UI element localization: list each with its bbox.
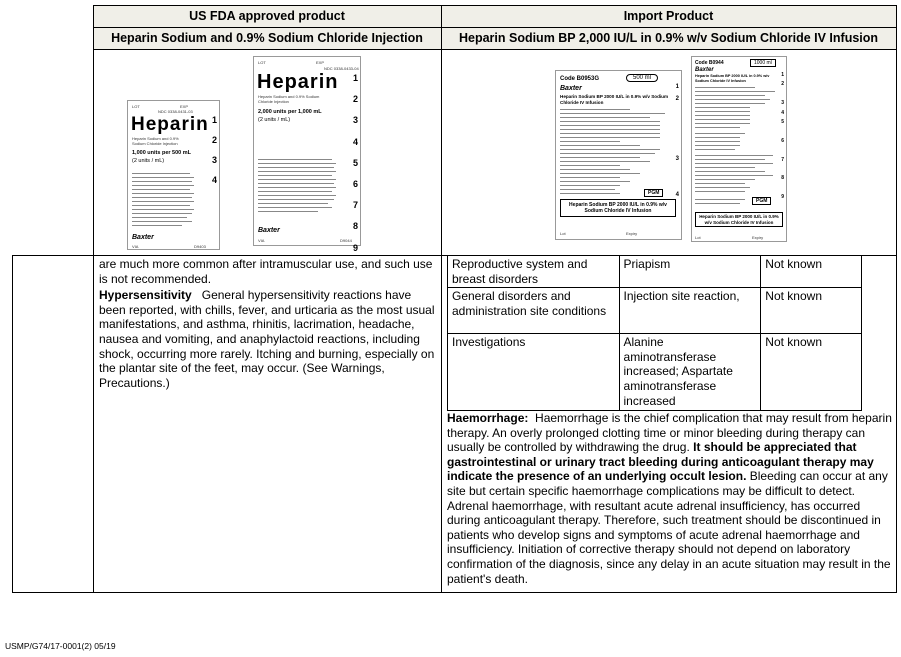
import-1000-badge: PGM [752, 197, 771, 205]
import-1000-volume: 1000 ml [750, 59, 776, 67]
us-label-1000-brand: Heparin [257, 71, 339, 93]
import-500-code: Code B0953G [560, 76, 600, 82]
us-label-500ml: LOT EXP NDC 0338-0431-03 Heparin Heparin Sodium and 0.9% Sodium Chloride Injection 1,000 units per 500 mL (2 units / mL) 1 2 3 4 Baxter VIA D9403 [127, 100, 220, 250]
us-label-1000-strength: 2,000 units per 1,000 mL [258, 109, 322, 115]
document-code: USMP/G74/17-0001(2) 05/19 [5, 641, 116, 651]
import-500-footer: Heparin Sodium BP 2000 IU/L in 0.9% w/v Sodium Chloride IV Infusion [560, 199, 676, 217]
left-subheader [93, 27, 441, 49]
us-label-1000ml: LOT EXP NDC 0338-0433-04 Heparin Heparin Sodium and 0.9% Sodium Chloride Injection 2,000 units per 1,000 mL (2 units / mL) 1 2 3 4 5 6 7 8 9 Baxter VIA D9044 [253, 56, 361, 246]
soc-cell: General disorders and administration site conditions [448, 288, 620, 334]
us-label-500-brand: Heparin [131, 114, 209, 135]
import-1000-code: Code B0944 [695, 60, 724, 66]
term-cell: Alanine aminotransferase increased; Aspartate aminotransferase increased [619, 334, 761, 411]
import-label-500ml: Code B0953G 500 ml Baxter Heparin Sodium BP 2000 IU/L in 0.9% w/v Sodium Chloride IV Infusion 1 2 3 4 PGM Heparin Sodium BP 2000 IU/L in 0.9% w/v Sodium Chloride IV Infusion Lot Expiry [555, 70, 682, 240]
haemorrhage-paragraph [447, 411, 893, 586]
table-row [448, 256, 862, 288]
import-500-title: Heparin Sodium BP 2000 IU/L in 0.9% w/v Sodium Chloride IV Infusion [560, 94, 669, 105]
hypersensitivity-paragraph [99, 288, 437, 390]
left-header-title: US FDA approved product [189, 9, 345, 23]
left-subheader-title: Heparin Sodium and 0.9% Sodium Chloride Injection [111, 31, 423, 45]
frequency-cell: Not known [761, 288, 862, 334]
us-label-500-strength: 1,000 units per 500 mL [132, 150, 191, 156]
haemorrhage-heading: Haemorrhage: [447, 411, 529, 425]
frequency-cell: Not known [761, 334, 862, 411]
us-label-1000-desc: Heparin Sodium and 0.9% Sodium Chloride Injection [258, 94, 320, 104]
soc-cell: Reproductive system and breast disorders [448, 256, 620, 288]
term-cell: Injection site reaction, [619, 288, 761, 334]
import-500-volume: 500 ml [626, 74, 658, 82]
hypersensitivity-text: General hypersensitivity reactions have been reported, with chills, fever, and urticaria as the most usual manifestations, and asthma, rhinitis, lacrimation, headache, nausea and vomiting, and anaphylactoid reactions, including shock, occurring more rarely. Itching and burning, especially on the plantar site of the feet, may occur. (See Warnings, Precautions.) [99, 288, 435, 390]
us-label-500-desc: Heparin Sodium and 0.9% Sodium Chloride Injection [132, 136, 179, 146]
haemorrhage-text-1: Haemorrhage is the chief complication that may result from heparin therapy. An overly prolonged clotting time or minor bleeding during therapy can usually be controlled by withdrawing the drug. [447, 411, 892, 455]
haemorrhage-text-2: Bleeding can occur at any site but certain specific haemorrhage complications may be difficult to detect. Adrenal haemorrhage, with resultant acute adrenal insufficiency, has occurred during anticoagulant therapy. Therefore, such treatment should be discontinued in patients who develop signs and symptoms of acute adrenal haemorrhage and insufficiency. Initiation of corrective therapy should not depend on laboratory confirmation of the diagnosis, since any delay in an acute situation may result in the patient's death. [447, 469, 891, 586]
us-label-1000-maker: Baxter [258, 227, 280, 234]
right-header [441, 5, 896, 27]
import-500-badge: PGM [644, 189, 663, 197]
import-500-maker: Baxter [560, 85, 582, 92]
right-subheader [441, 27, 896, 49]
us-label-1000-conc: (2 units / mL) [258, 117, 291, 123]
intramuscular-paragraph: are much more common after intramuscular use, and such use is not recommended. [99, 257, 433, 286]
term-cell: Priapism [619, 256, 761, 288]
adverse-reactions-table [447, 255, 862, 411]
frequency-cell: Not known [761, 256, 862, 288]
soc-cell: Investigations [448, 334, 620, 411]
left-column-text [99, 257, 437, 390]
table-row [448, 288, 862, 334]
import-label-1000ml: Code B0944 1000 ml Baxter Heparin Sodium BP 2000 IU/L in 0.9% w/v Sodium Chloride IV Infusion 1 2 3 4 5 6 7 8 9 PGM Heparin Sodium BP 2000 IU/L in 0.9% w/v Sodium Chloride IV Infusion Lot Expiry [691, 56, 787, 242]
us-label-500-maker: Baxter [132, 234, 154, 241]
hypersensitivity-heading: Hypersensitivity [99, 288, 192, 303]
us-label-500-conc: (2 units / mL) [132, 158, 165, 164]
import-1000-title: Heparin Sodium BP 2000 IU/L in 0.9% w/v Sodium Chloride IV Infusion [695, 74, 770, 83]
import-1000-maker: Baxter [695, 67, 714, 73]
haemorrhage-bold-text: It should be appreciated that gastrointestinal or urinary tract bleeding during anticoagulant therapy may indicate the presence of an underlying occult lesion. [447, 440, 874, 484]
import-1000-footer: Heparin Sodium BP 2000 IU/L in 0.9% w/v Sodium Chloride IV Infusion [695, 212, 783, 227]
table-row [448, 334, 862, 411]
right-header-title: Import Product [623, 9, 714, 23]
left-header [93, 5, 441, 27]
right-subheader-title: Heparin Sodium BP 2,000 IU/L in 0.9% w/v Sodium Chloride IV Infusion [458, 31, 879, 45]
